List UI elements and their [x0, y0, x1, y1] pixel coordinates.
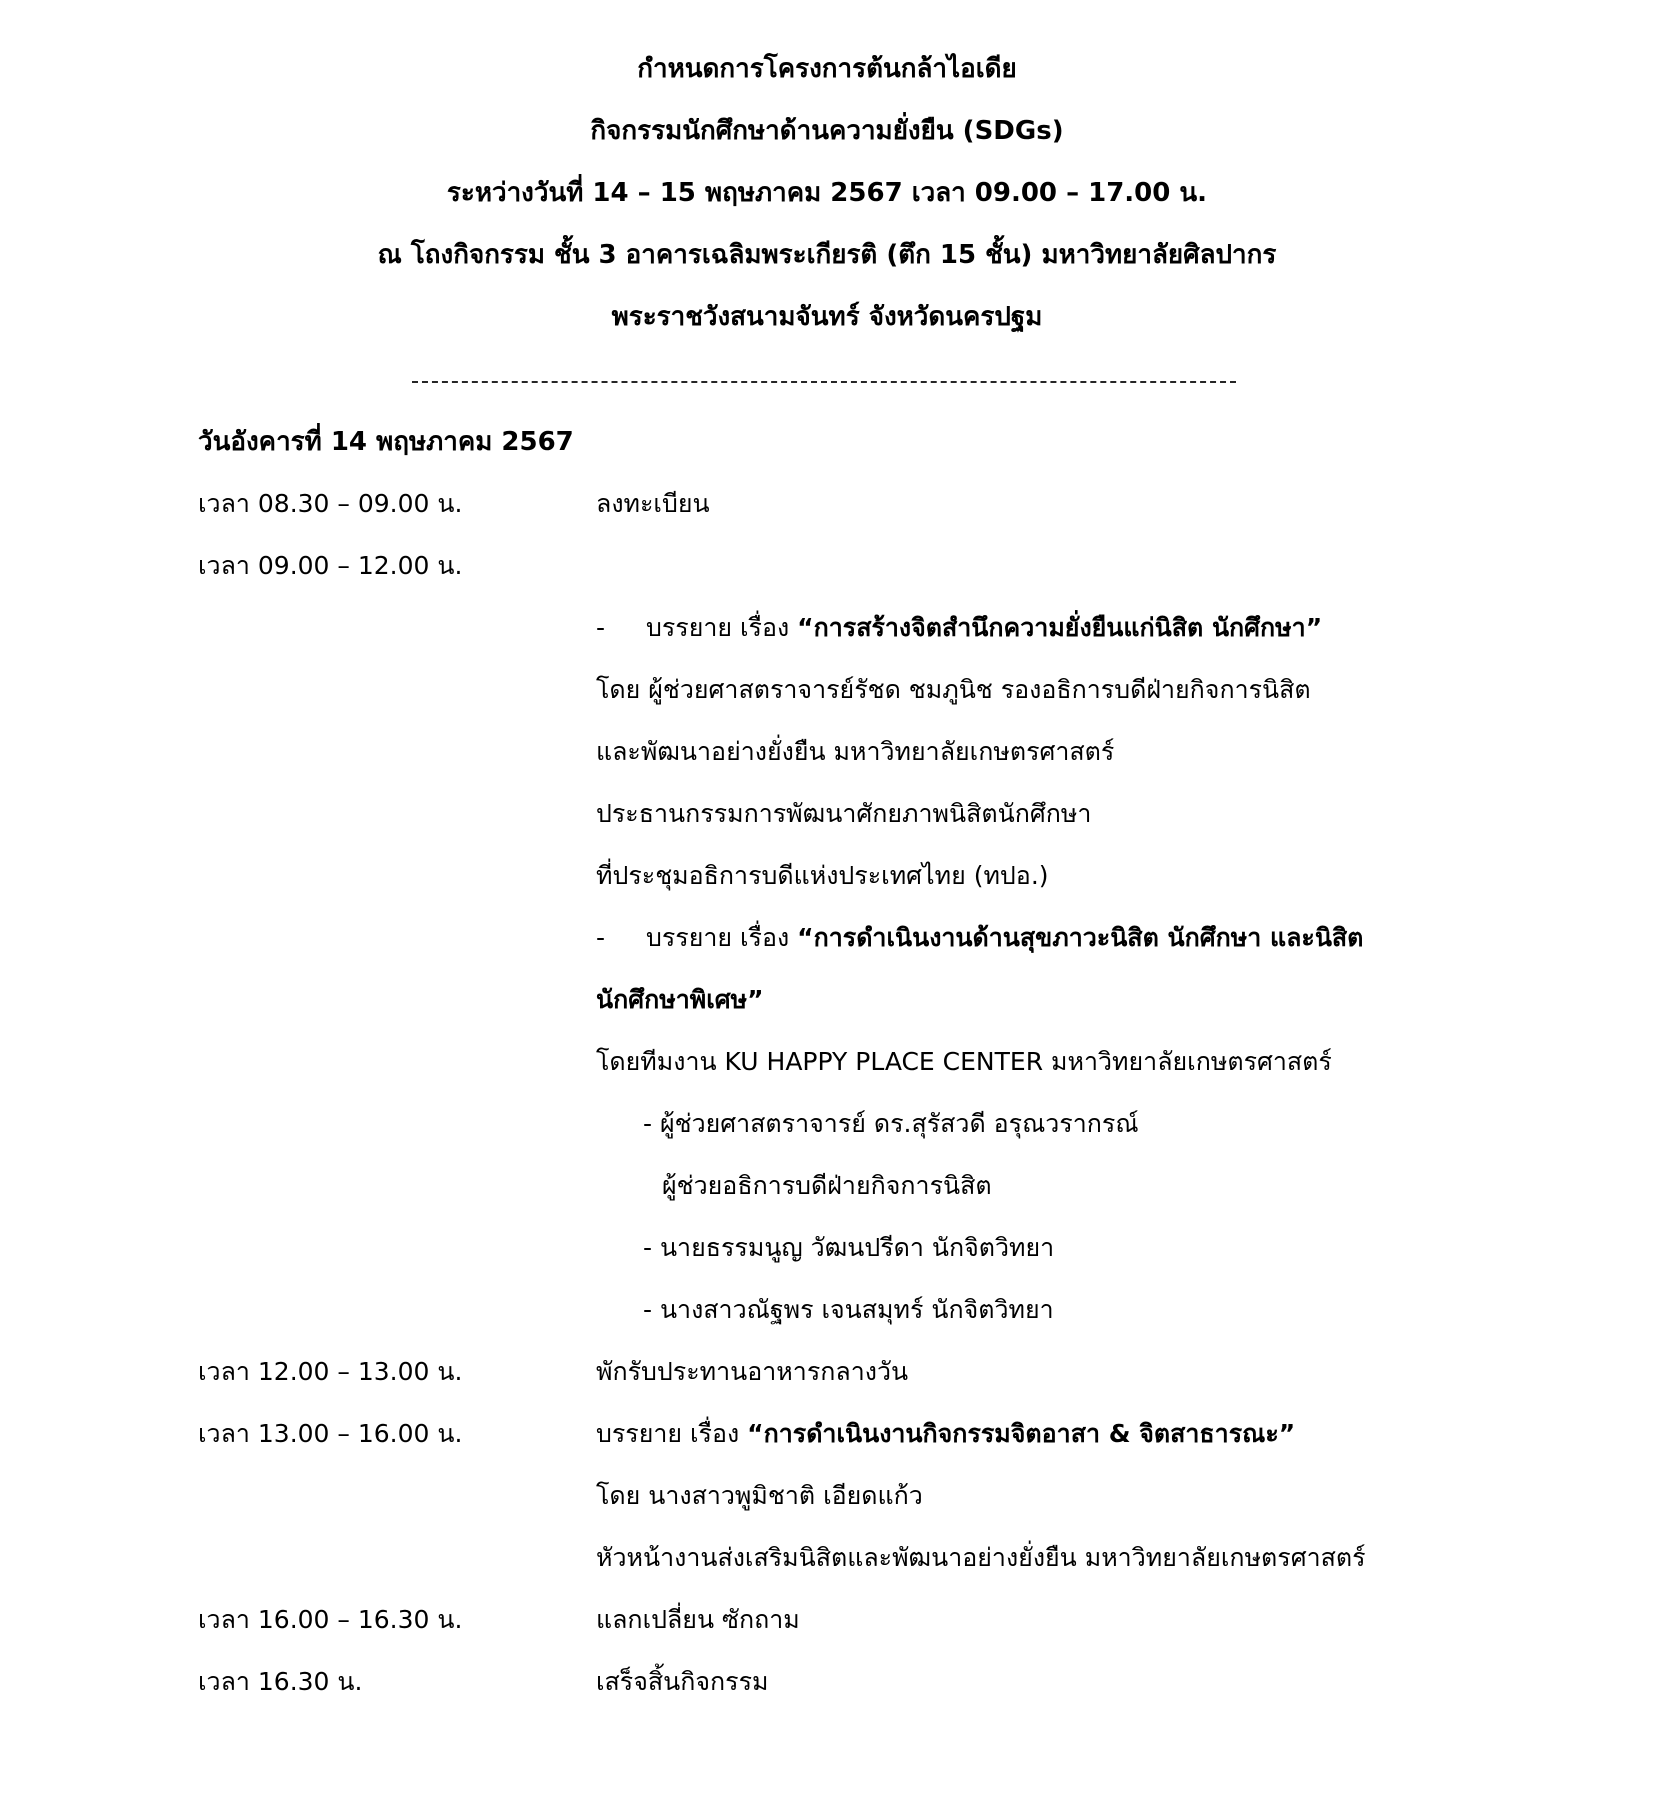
lecture-1-prefix: บรรยาย เรื่อง: [646, 613, 798, 642]
doc-venue: ณ โถงกิจกรรม ชั้น 3 อาคารเฉลิมพระเกียรติ (ตึก 15 ชั้น) มหาวิทยาลัยศิลปากร: [377, 240, 1277, 270]
lecture-3-title: “การดำเนินงานกิจกรรมจิตอาสา & จิตสาธารณะ”: [747, 1419, 1296, 1448]
activity-registration: ลงทะเบียน: [596, 489, 710, 518]
lecture-1-speaker: โดย ผู้ช่วยศาสตราจารย์รัชด ชมภูนิช รองอธิการบดีฝ่ายกิจการนิสิต: [596, 675, 1311, 704]
lecture-1-speaker-role: ประธานกรรมการพัฒนาศักยภาพนิสิตนักศึกษา: [596, 799, 1092, 828]
lecture-2-title: “การดำเนินงานด้านสุขภาวะนิสิต นักศึกษา และนิสิต: [797, 923, 1364, 952]
time-slot-6: เวลา 16.30 น.: [198, 1667, 363, 1696]
activity-closing: เสร็จสิ้นกิจกรรม: [596, 1667, 769, 1696]
doc-subtitle: กิจกรรมนักศึกษาด้านความยั่งยืน (SDGs): [590, 116, 1064, 146]
lecture-2-team: โดยทีมงาน KU HAPPY PLACE CENTER มหาวิทยาลัยเกษตรศาสตร์: [596, 1047, 1332, 1076]
doc-location: พระราชวังสนามจันทร์ จังหวัดนครปฐม: [611, 302, 1043, 332]
lecture-1-speaker-org: และพัฒนาอย่างยั่งยืน มหาวิทยาลัยเกษตรศาสตร์: [596, 737, 1115, 766]
lecture-2-member-1-role: ผู้ช่วยอธิการบดีฝ่ายกิจการนิสิต: [662, 1171, 992, 1200]
lecture-3-heading: [596, 1417, 1295, 1451]
section-divider: [412, 381, 1236, 383]
lecture-1-speaker-council: ที่ประชุมอธิการบดีแห่งประเทศไทย (ทปอ.): [596, 861, 1049, 890]
lecture-2-prefix: บรรยาย เรื่อง: [646, 923, 798, 952]
lecture-2-heading: [596, 921, 1363, 955]
doc-title: กำหนดการโครงการต้นกล้าไอเดีย: [637, 54, 1017, 84]
lecture-2-title-line2: นักศึกษาพิเศษ”: [596, 985, 764, 1014]
activity-lunch: พักรับประทานอาหารกลางวัน: [596, 1357, 909, 1386]
time-slot-3: เวลา 12.00 – 13.00 น.: [198, 1357, 463, 1386]
lecture-1-heading: [596, 611, 1322, 645]
doc-date-range: ระหว่างวันที่ 14 – 15 พฤษภาคม 2567 เวลา 09.00 – 17.00 น.: [446, 178, 1208, 208]
lecture-2-title-cont: [596, 983, 764, 1017]
lecture-3-prefix: บรรยาย เรื่อง: [596, 1419, 748, 1448]
activity-qa: แลกเปลี่ยน ซักถาม: [596, 1605, 800, 1634]
lecture-2-member-2: - นายธรรมนูญ วัฒนปรีดา นักจิตวิทยา: [643, 1233, 1055, 1262]
bullet-dash: -: [596, 923, 606, 952]
time-slot-4: เวลา 13.00 – 16.00 น.: [198, 1419, 463, 1448]
time-slot-1: เวลา 08.30 – 09.00 น.: [198, 489, 463, 518]
lecture-3-speaker-role: หัวหน้างานส่งเสริมนิสิตและพัฒนาอย่างยั่งยืน มหาวิทยาลัยเกษตรศาสตร์: [596, 1543, 1366, 1572]
lecture-1-title: “การสร้างจิตสำนึกความยั่งยืนแก่นิสิต นักศึกษา”: [797, 613, 1323, 642]
day-heading: วันอังคารที่ 14 พฤษภาคม 2567: [198, 427, 574, 457]
time-slot-2: เวลา 09.00 – 12.00 น.: [198, 551, 463, 580]
time-slot-5: เวลา 16.00 – 16.30 น.: [198, 1605, 463, 1634]
lecture-2-member-3: - นางสาวณัฐพร เจนสมุทร์ นักจิตวิทยา: [643, 1295, 1054, 1324]
lecture-2-member-1: - ผู้ช่วยศาสตราจารย์ ดร.สุรัสวดี อรุณวรากรณ์: [643, 1109, 1139, 1138]
bullet-dash: -: [596, 613, 606, 642]
lecture-3-speaker: โดย นางสาวพูมิชาติ เอียดแก้ว: [596, 1481, 923, 1510]
